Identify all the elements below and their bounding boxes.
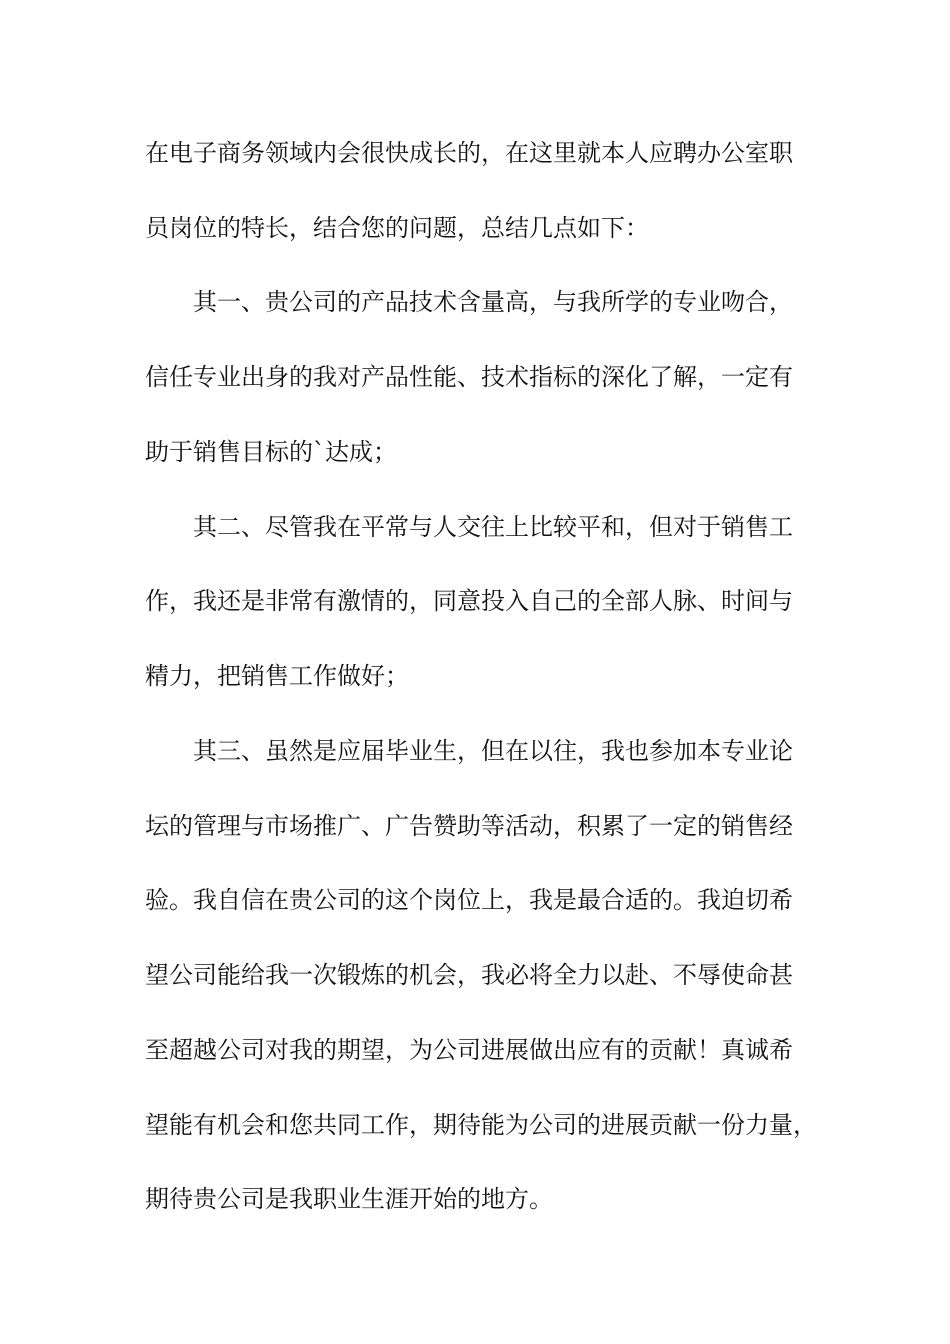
body-text-line: 信任专业出身的我对产品性能、技术指标的深化了解，一定有	[145, 363, 793, 391]
paragraph-first-line: 其二、尽管我在平常与人交往上比较平和，但对于销售工	[193, 513, 793, 541]
body-text-line: 坛的管理与市场推广、广告赞助等活动，积累了一定的销售经	[145, 812, 793, 840]
body-text-line: 作，我还是非常有激情的，同意投入自己的全部人脉、时间与	[145, 587, 793, 615]
body-text-line: 助于销售目标的`达成；	[145, 438, 397, 466]
body-text-line: 精力，把销售工作做好；	[145, 662, 409, 690]
body-text-line: 员岗位的特长，结合您的问题，总结几点如下：	[145, 214, 649, 242]
body-text-line: 至超越公司对我的期望，为公司进展做出应有的贡献！真诚希	[145, 1036, 793, 1064]
paragraph-first-line: 其三、虽然是应届毕业生，但在以往，我也参加本专业论	[193, 737, 793, 765]
body-text-line: 期待贵公司是我职业生涯开始的地方。	[145, 1185, 553, 1213]
body-text-line: 验。我自信在贵公司的这个岗位上，我是最合适的。我迫切希	[145, 886, 793, 914]
body-text-line: 望能有机会和您共同工作，期待能为公司的进展贡献一份力量，	[145, 1111, 817, 1139]
body-text-line: 望公司能给我一次锻炼的机会，我必将全力以赴、不辱使命甚	[145, 961, 793, 989]
paragraph-first-line: 其一、贵公司的产品技术含量高，与我所学的专业吻合，	[193, 288, 793, 316]
body-text-line: 在电子商务领域内会很快成长的，在这里就本人应聘办公室职	[145, 139, 793, 167]
